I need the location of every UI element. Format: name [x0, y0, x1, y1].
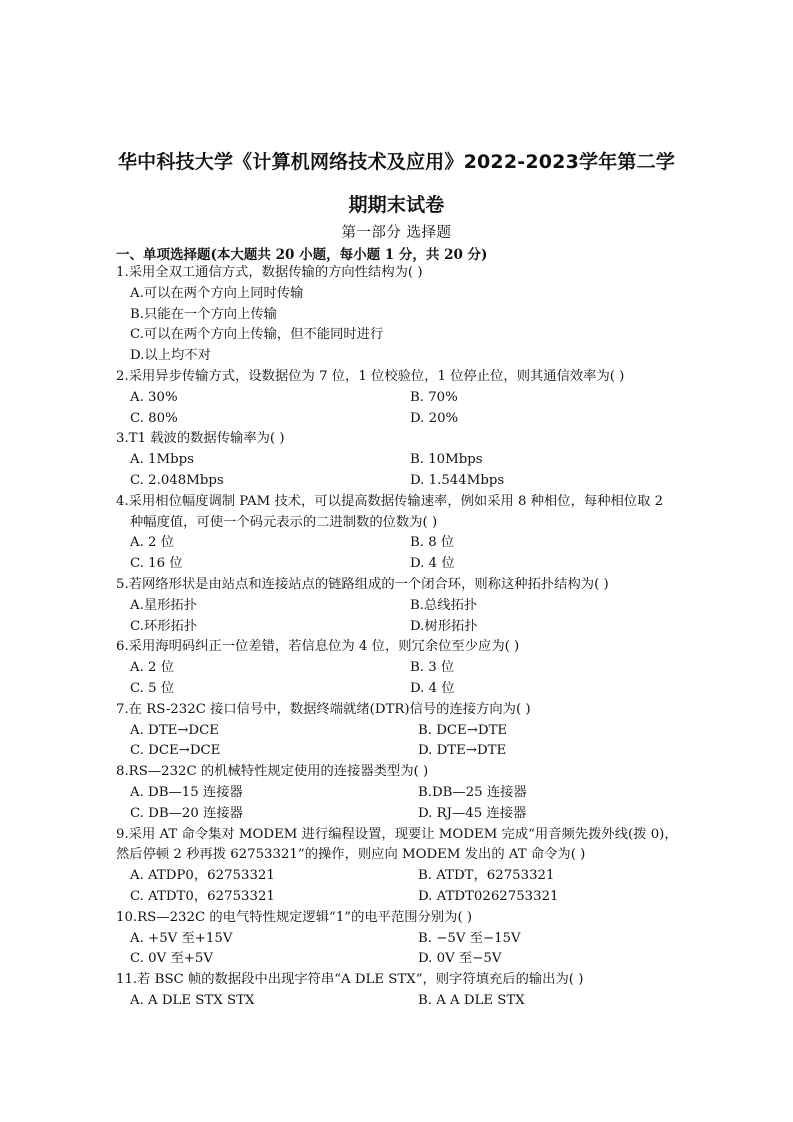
question-5 — [116, 575, 684, 637]
option-c: C.环形拓扑 — [130, 618, 198, 634]
option-row — [116, 783, 684, 804]
question-4 — [116, 492, 684, 575]
option-c: C. DCE→DCE — [130, 743, 221, 759]
option-row — [116, 554, 684, 575]
option-row — [116, 409, 684, 430]
option-row — [116, 741, 684, 762]
section-heading: 一、单项选择题(本大题共 20 小题，每小题 1 分，共 20 分) — [116, 247, 488, 263]
question-text: 5.若网络形状是由站点和连接站点的链路组成的一个闭合环，则称这种拓扑结构为( ) — [116, 576, 609, 592]
question-8 — [116, 762, 684, 824]
option-b: B. A A DLE STX — [418, 992, 525, 1008]
question-text: 3.T1 载波的数据传输率为( ) — [116, 431, 285, 447]
option-b: B. −5V 至−15V — [418, 930, 521, 946]
question-9 — [116, 825, 684, 908]
option-row — [116, 721, 684, 742]
option-b: B.只能在一个方向上传输 — [130, 306, 277, 322]
part-heading: 第一部分 选择题 — [341, 225, 452, 241]
option-b: B. 8 位 — [410, 535, 455, 551]
option-a: A. DTE→DCE — [130, 722, 219, 738]
option-c: C. 16 位 — [130, 556, 183, 572]
question-2 — [116, 367, 684, 429]
option-c: C. 5 位 — [130, 680, 175, 696]
option-d: D. ATDT0262753321 — [418, 888, 559, 904]
option-a: A.星形拓扑 — [130, 597, 198, 613]
option-a: A.可以在两个方向上同时传输 — [130, 285, 304, 301]
option-c: C. 2.048Mbps — [130, 472, 224, 488]
option-d: D. RJ—45 连接器 — [418, 805, 527, 821]
question-6 — [116, 637, 684, 699]
option-a: A. 30% — [130, 389, 178, 405]
question-text: 2.采用异步传输方式，设数据位为 7 位，1 位校验位，1 位停止位，则其通信效率为( ) — [116, 368, 625, 384]
question-text: 6.采用海明码纠正一位差错，若信息位为 4 位，则冗余位至少应为( ) — [116, 639, 520, 655]
option-d: D. 0V 至−5V — [418, 951, 502, 967]
option-row — [116, 388, 684, 409]
option-d: D. DTE→DTE — [418, 743, 507, 759]
option-a: A. 2 位 — [130, 535, 175, 551]
option-c: C.可以在两个方向上传输，但不能同时进行 — [130, 327, 384, 343]
option-a: A. +5V 至+15V — [130, 930, 233, 946]
option-b: B. ATDT，62753321 — [418, 868, 555, 884]
option-row — [116, 887, 684, 908]
question-1 — [116, 263, 684, 367]
option-b: B. 10Mbps — [410, 452, 483, 468]
option-b: B. 70% — [410, 389, 458, 405]
option-c: C. ATDT0，62753321 — [130, 888, 275, 904]
option-d: D. 4 位 — [410, 556, 455, 572]
option-b: B.总线拓扑 — [410, 597, 478, 613]
option-row — [116, 450, 684, 471]
option-a: A. 1Mbps — [130, 452, 194, 468]
option-a: A. ATDP0，62753321 — [130, 868, 275, 884]
question-text: 1.采用全双工通信方式，数据传输的方向性结构为( ) — [116, 265, 423, 280]
question-text: 7.在 RS-232C 接口信号中，数据终端就绪(DTR)信号的连接方向为( ) — [116, 701, 531, 717]
option-a: A. 2 位 — [130, 660, 175, 676]
option-row — [116, 991, 684, 1012]
option-b: B. DCE→DTE — [418, 722, 508, 738]
question-text: 9.采用 AT 命令集对 MODEM 进行编程设置，现要让 MODEM 完成“用音频先拨外线(拨 0)， — [116, 826, 678, 842]
option-row — [116, 679, 684, 700]
option-row — [116, 533, 684, 554]
option-row — [116, 658, 684, 679]
question-11 — [116, 970, 684, 1012]
option-row — [116, 949, 684, 970]
option-c: C. 0V 至+5V — [130, 951, 213, 967]
option-c: C. DB—20 连接器 — [130, 805, 243, 821]
question-text-continued: 然后停顿 2 秒再拨 62753321”的操作，则应向 MODEM 发出的 AT 命令为( ) — [116, 847, 586, 863]
option-d: D. 20% — [410, 410, 459, 426]
question-3 — [116, 429, 684, 491]
question-text: 8.RS—232C 的机械特性规定使用的连接器类型为( ) — [116, 764, 429, 780]
option-d: D.树形拓扑 — [410, 618, 478, 634]
option-c: C. 80% — [130, 410, 178, 426]
question-7 — [116, 700, 684, 762]
exam-title-line-2: 期期末试卷 — [348, 194, 445, 216]
option-a: A. DB—15 连接器 — [130, 784, 243, 800]
question-text: 11.若 BSC 帧的数据段中出现字符串“A DLE STX”，则字符填充后的输出为( ) — [116, 972, 584, 988]
question-list — [116, 263, 684, 1012]
option-row — [116, 471, 684, 492]
option-d: D.以上均不对 — [130, 348, 211, 364]
option-row — [116, 617, 684, 638]
option-b: B.DB—25 连接器 — [418, 784, 527, 800]
option-d: D. 1.544Mbps — [410, 472, 505, 488]
question-text-continued: 种幅度值，可使一个码元表示的二进制数的位数为( ) — [130, 514, 438, 530]
option-b: B. 3 位 — [410, 660, 455, 676]
exam-title-line-1: 华中科技大学《计算机网络技术及应用》2022-2023学年第二学 — [117, 151, 676, 173]
option-row — [116, 866, 684, 887]
option-d: D. 4 位 — [410, 680, 455, 696]
option-row — [116, 596, 684, 617]
option-a: A. A DLE STX STX — [130, 992, 255, 1008]
question-text: 4.采用相位幅度调制 PAM 技术，可以提高数据传输速率，例如采用 8 种相位，每种相位取 2 — [116, 493, 664, 509]
question-10 — [116, 908, 684, 970]
question-text: 10.RS—232C 的电气特性规定逻辑“1”的电平范围分别为( ) — [116, 909, 473, 925]
option-row — [116, 804, 684, 825]
option-row — [116, 929, 684, 950]
